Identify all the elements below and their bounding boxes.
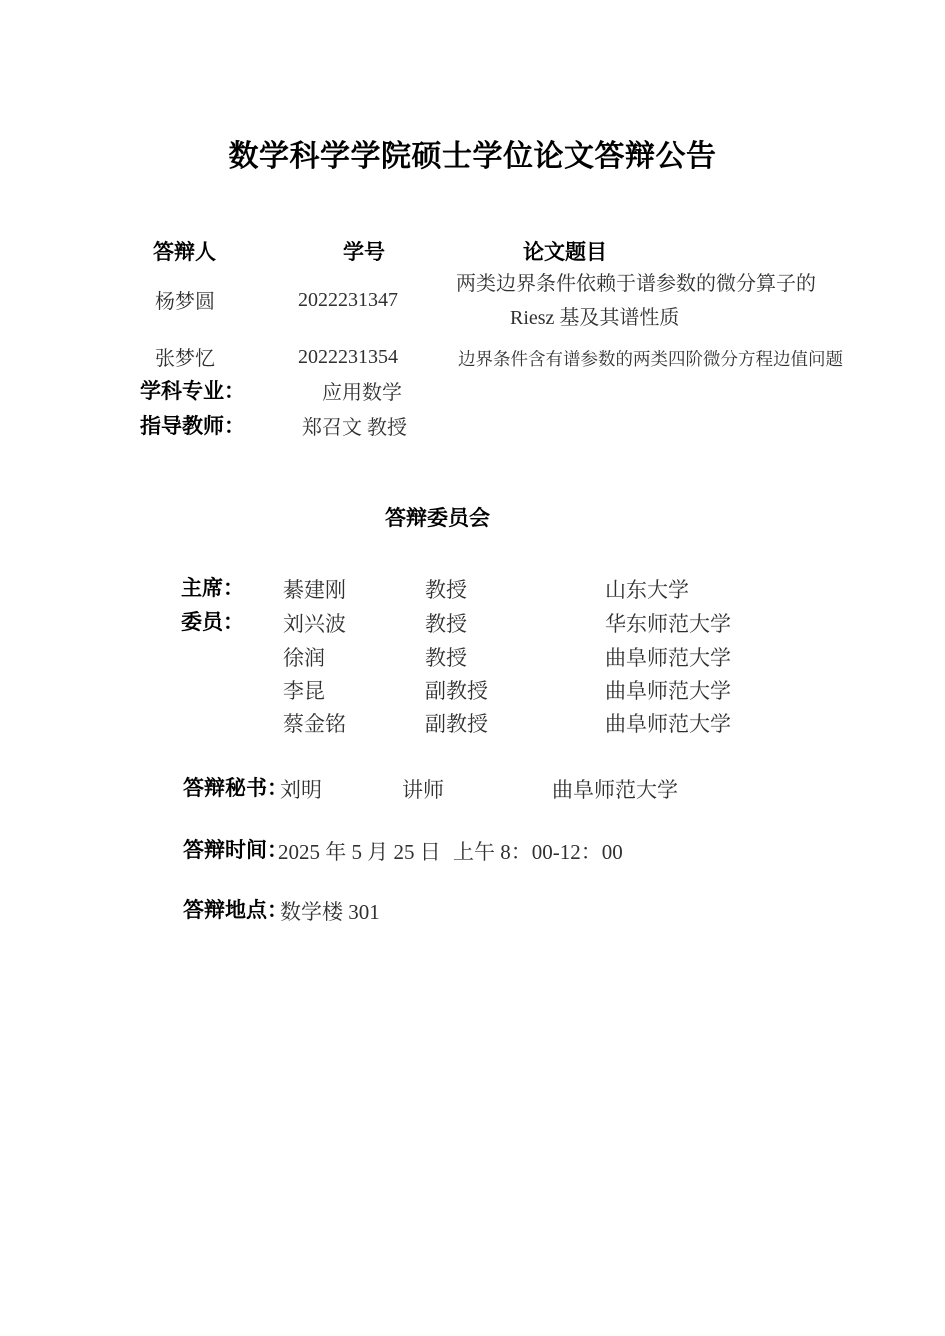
- col-header-thesis-title: 论文题目: [523, 241, 607, 264]
- major-label: 学科专业：: [140, 380, 245, 403]
- defense-date: 2025 年 5 月 25 日: [278, 840, 441, 864]
- defense-time-row: [0, 838, 945, 870]
- supervisor-row: [0, 414, 945, 446]
- col-header-defender: 答辩人: [153, 241, 216, 264]
- committee-row: [0, 610, 945, 642]
- defense-location-value: 数学楼 301: [280, 900, 380, 924]
- committee-member-affiliation: 华东师范大学: [605, 612, 731, 636]
- committee-member-affiliation: 山东大学: [605, 578, 689, 602]
- thesis-table-header-row: [0, 240, 945, 272]
- secretary-label: 答辩秘书：: [183, 777, 288, 800]
- defense-period: 上午 8：00-12：00: [453, 840, 623, 864]
- thesis-title-line1: 边界条件含有谱参数的两类四阶微分方程边值问题: [458, 349, 843, 369]
- committee-member-title: 教授: [425, 578, 467, 602]
- committee-member-name: 刘兴波: [283, 612, 346, 636]
- committee-member-title: 副教授: [425, 679, 488, 703]
- supervisor-label: 指导教师：: [140, 415, 245, 438]
- col-header-student-id: 学号: [343, 241, 385, 264]
- committee-row: [0, 644, 945, 676]
- thesis-title-line2: Riesz 基及其谱性质: [510, 307, 680, 329]
- committee-role-label: 委员：: [181, 611, 244, 634]
- supervisor-value: 郑召文 教授: [302, 417, 407, 439]
- defense-time-label: 答辩时间：: [183, 839, 288, 862]
- defense-location-row: [0, 898, 945, 930]
- secretary-row: [0, 776, 945, 808]
- defense-location-label: 答辩地点：: [183, 899, 288, 922]
- committee-member-affiliation: 曲阜师范大学: [605, 646, 731, 670]
- committee-member-name: 徐润: [283, 646, 325, 670]
- committee-member-name: 綦建刚: [283, 578, 346, 602]
- secretary-title: 讲师: [402, 778, 444, 802]
- committee-member-affiliation: 曲阜师范大学: [605, 712, 731, 736]
- thesis-title-line1: 两类边界条件依赖于谱参数的微分算子的: [456, 273, 816, 295]
- committee-member-name: 李昆: [283, 679, 325, 703]
- page-title: 数学科学学院硕士学位论文答辩公告: [228, 140, 717, 173]
- committee-row: [0, 677, 945, 709]
- committee-row: [0, 710, 945, 742]
- committee-member-title: 教授: [425, 646, 467, 670]
- committee-section-heading: 答辩委员会: [385, 507, 490, 530]
- committee-row: [0, 576, 945, 608]
- secretary-affiliation: 曲阜师范大学: [552, 778, 678, 802]
- committee-role-label: 主席：: [181, 577, 244, 600]
- committee-member-name: 蔡金铭: [283, 712, 346, 736]
- committee-member-title: 副教授: [425, 712, 488, 736]
- committee-member-affiliation: 曲阜师范大学: [605, 679, 731, 703]
- defender-name: 杨梦圆: [155, 291, 215, 313]
- secretary-name: 刘明: [280, 778, 322, 802]
- student-id: 2022231354: [298, 346, 398, 368]
- student-id: 2022231347: [298, 289, 398, 311]
- major-row: [0, 379, 945, 411]
- major-value: 应用数学: [322, 382, 402, 404]
- committee-member-title: 教授: [425, 612, 467, 636]
- defender-name: 张梦忆: [155, 348, 215, 370]
